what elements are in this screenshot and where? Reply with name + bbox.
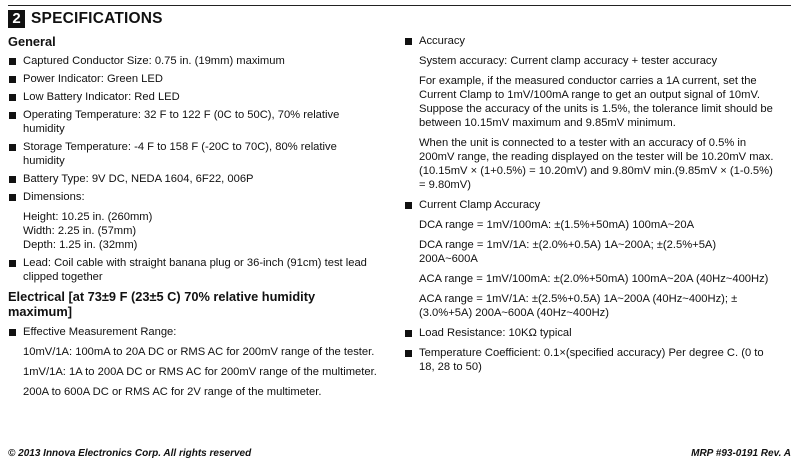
spec-temp-coefficient: Temperature Coefficient: 0.1×(specified accuracy) Per degree C. (0 to 18, 28 to 50) xyxy=(404,346,774,374)
spec-lead: Lead: Coil cable with straight banana plug or 36-inch (91cm) test lead clipped together xyxy=(8,256,380,284)
dimension-width: Width: 2.25 in. (57mm) xyxy=(23,225,137,237)
spec-measurement-range: Effective Measurement Range: xyxy=(8,325,380,339)
clamp-dca-1a: DCA range = 1mV/1A: ±(2.0%+0.5A) 1A~200A; ±(2.5%+5A) 200A~600A xyxy=(419,239,717,265)
top-rule xyxy=(8,5,791,6)
spec-battery-type: Battery Type: 9V DC, NEDA 1604, 6F22, 006P xyxy=(8,172,380,186)
section-number-badge: 2 xyxy=(8,10,25,28)
dimension-depth: Depth: 1.25 in. (32mm) xyxy=(23,239,138,251)
range-10mv-1a: 10mV/1A: 100mA to 20A DC or RMS AC for 200mV range of the tester. xyxy=(23,346,375,358)
spec-storage-temp: Storage Temperature: -4 F to 158 F (-20C to 70C), 80% relative humidity xyxy=(8,140,380,168)
spec-operating-temp: Operating Temperature: 32 F to 122 F (0C to 50C), 70% relative humidity xyxy=(8,108,380,136)
spec-power-indicator: Power Indicator: Green LED xyxy=(8,72,380,86)
general-heading: General xyxy=(8,34,56,49)
clamp-dca-100ma: DCA range = 1mV/100mA: ±(1.5%+50mA) 100mA~20A xyxy=(419,219,695,231)
dimensions-list xyxy=(8,210,380,252)
clamp-aca-1a: ACA range = 1mV/1A: ±(2.5%+0.5A) 1A~200A (40Hz~400Hz); ±(3.0%+5A) 200A~600A (40Hz~400Hz) xyxy=(419,293,738,319)
spec-dimensions: Dimensions: xyxy=(8,190,380,204)
accuracy-example-2: When the unit is connected to a tester with an accuracy of 0.5% in 200mV range, the reading displayed on the tester will be 10.20mV max. (10.15mV × (1+0.5%) = 10.20mV) and 9.80mV min.(9.85mV × (1-0.5%) = 9.80mV) xyxy=(419,137,774,191)
footer-copyright: © 2013 Innova Electronics Corp. All rights reserved xyxy=(8,448,252,459)
spec-conductor-size: Captured Conductor Size: 0.75 in. (19mm) maximum xyxy=(8,54,380,68)
section-title: SPECIFICATIONS xyxy=(31,10,163,27)
spec-load-resistance: Load Resistance: 10KΩ typical xyxy=(404,326,774,340)
page-footer xyxy=(8,448,791,459)
accuracy-system: System accuracy: Current clamp accuracy + tester accuracy xyxy=(419,55,718,67)
range-200a-600a: 200A to 600A DC or RMS AC for 2V range of the multimeter. xyxy=(23,386,322,398)
range-1mv-1a: 1mV/1A: 1A to 200A DC or RMS AC for 200mV range of the multimeter. xyxy=(23,366,377,378)
accuracy-example-1: For example, if the measured conductor carries a 1A current, set the Current Clamp to 1mV/100mA range to get an output signal of 10mV. Suppose the accuracy of the units is 1.5%, the tolerance limit should be between 10.15mV maximum and 9.85mV minimum. xyxy=(419,75,773,129)
right-column xyxy=(404,34,774,380)
spec-low-battery: Low Battery Indicator: Red LED xyxy=(8,90,380,104)
footer-doc-number: MRP #93-0191 Rev. A xyxy=(691,448,791,459)
spec-accuracy: Accuracy xyxy=(404,34,774,48)
spec-clamp-accuracy: Current Clamp Accuracy xyxy=(404,198,774,212)
dimension-height: Height: 10.25 in. (260mm) xyxy=(23,211,153,223)
left-column xyxy=(8,34,380,403)
electrical-heading: Electrical [at 73±9 F (23±5 C) 70% relative humidity maximum] xyxy=(8,289,316,319)
clamp-aca-100ma: ACA range = 1mV/100mA: ±(2.0%+50mA) 100mA~20A (40Hz~400Hz) xyxy=(419,273,769,285)
section-header xyxy=(8,10,163,28)
